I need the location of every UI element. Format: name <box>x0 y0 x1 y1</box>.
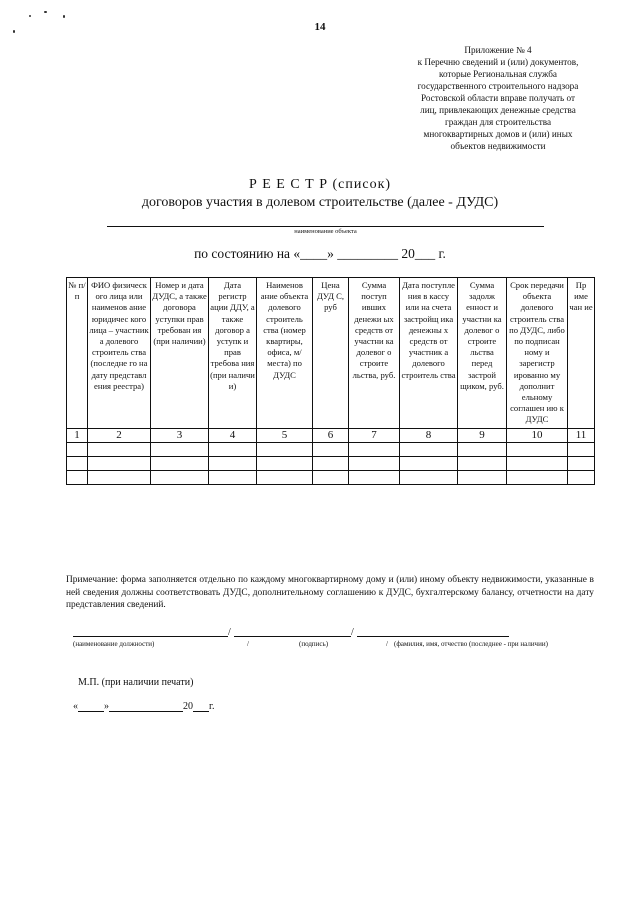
document-title: Р Е Е С Т Р (список) <box>248 177 392 192</box>
scan-speck <box>63 15 65 18</box>
column-number: 11 <box>568 428 595 442</box>
column-header: Срок передачи объекта долевого строитель ства по ДУДС, либо по подписан ному и зарегистр ированно му дополнит ельному соглашен ию к ДУДС <box>507 278 568 429</box>
position-caption: (наименование должности) <box>73 640 155 648</box>
column-header: Номер и дата ДУДС, а также договора уступки прав требован ия (при наличии) <box>151 278 209 429</box>
column-header: Наименов ание объекта долевого строитель ства (номер квартиры, офиса, м/места) по ДУДС <box>257 278 313 429</box>
full-name-caption: (фамилия, имя, отчество (последнее - при наличии) <box>394 640 548 648</box>
date-quote-open: « <box>73 701 78 712</box>
full-name-line <box>357 636 509 637</box>
column-header: Сумма задолж енност и участни ка долевог о строите льства перед застрой щиком, руб. <box>458 278 507 429</box>
page-number: 14 <box>314 21 326 33</box>
registry-table <box>66 277 595 485</box>
date-line <box>73 700 214 712</box>
column-header: № п/ п <box>67 278 88 429</box>
object-name-caption: наименование объекта <box>294 228 357 235</box>
year-prefix: 20 <box>183 701 193 712</box>
column-number: 1 <box>67 428 88 442</box>
separator-slash: / <box>247 640 249 648</box>
table-row <box>67 442 595 456</box>
column-number: 3 <box>151 428 209 442</box>
annex-line: которые Региональная служба <box>439 69 557 79</box>
date-quote-close: » <box>104 701 109 712</box>
object-name-line <box>107 226 544 227</box>
column-header: Пр име чан ие <box>568 278 595 429</box>
column-number: 5 <box>257 428 313 442</box>
document-subtitle: договоров участия в долевом строительстве (далее - ДУДС) <box>141 195 499 210</box>
column-number: 9 <box>458 428 507 442</box>
column-number: 8 <box>400 428 458 442</box>
annex-line: государственного строительного надзора <box>417 81 579 91</box>
table-header-row <box>67 278 595 429</box>
annex-line: многоквартирных домов и (или) иных <box>423 129 573 139</box>
column-number: 10 <box>507 428 568 442</box>
annex-line: граждан для строительства <box>444 117 552 127</box>
year-suffix: г. <box>209 701 215 712</box>
separator-slash: / <box>228 627 231 638</box>
position-line <box>73 636 228 637</box>
month-blank <box>109 700 183 712</box>
column-header: ФИО физическ ого лица или наименов ание юридичес кого лица – участник а долевого строитель ства (последне го на дату представл ения реестра) <box>88 278 151 429</box>
as-of-date-line: по состоянию на «____» _________ 20___ г. <box>194 246 446 261</box>
year-blank <box>193 700 209 712</box>
separator-slash: / <box>386 640 388 648</box>
table-row <box>67 456 595 470</box>
day-blank <box>78 700 104 712</box>
annex-line: лиц, привлекающих денежные средства <box>420 105 576 115</box>
annex-line: объектов недвижимости <box>450 141 546 151</box>
scan-speck <box>29 15 31 17</box>
column-number-row <box>67 428 595 442</box>
stamp-label: М.П. (при наличии печати) <box>78 677 194 688</box>
annex-line: Приложение № 4 <box>464 45 532 55</box>
scan-speck <box>44 11 47 13</box>
column-number: 7 <box>349 428 400 442</box>
footnote: Примечание: форма заполняется отдельно по каждому многоквартирному дому и (или) иному объекту недвижимости, указанные в ней сведения должны соответствовать ДУДС, дополнительному соглашению к ДУДС, бухгалтерскому балансу, отчетности на дату представления сведений. <box>66 575 594 610</box>
annex-note <box>398 44 598 152</box>
column-number: 4 <box>209 428 257 442</box>
column-number: 2 <box>88 428 151 442</box>
column-header: Дата регистр ации ДДУ, а также договор а уступк и прав требова ния (при наличи и) <box>209 278 257 429</box>
column-header: Дата поступле ния в кассу или на счета застройщ ика денежны х средств от участник а долевого строитель ства <box>400 278 458 429</box>
signature-line <box>234 636 351 637</box>
column-header: Цена ДУД С, руб <box>313 278 349 429</box>
annex-line: Ростовской области вправе получать от <box>420 93 576 103</box>
table-row <box>67 470 595 484</box>
column-header: Сумма поступ ивших денежи ых средств от участни ка долевог о строите льства, руб. <box>349 278 400 429</box>
separator-slash: / <box>351 627 354 638</box>
annex-line: к Перечню сведений и (или) документов, <box>417 57 579 67</box>
signature-caption: (подпись) <box>299 640 329 648</box>
column-number: 6 <box>313 428 349 442</box>
